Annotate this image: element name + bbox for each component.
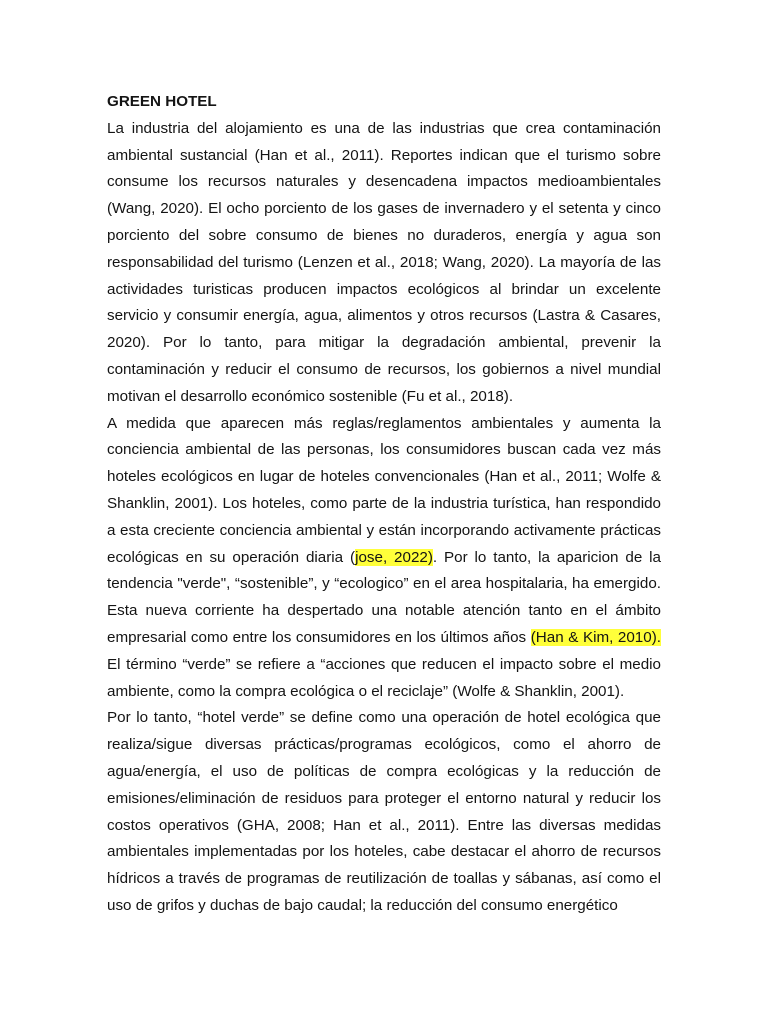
paragraph-3: Por lo tanto, “hotel verde” se define como una operación de hotel ecológica que realiza/sigue diversas prácticas/programas ecológicos, como el ahorro de agua/energía, el uso de políticas de compra ecológicas y la reducción de emisiones/eliminación de residuos para proteger el entorno natural y reducir los costos operativos (GHA, 2008; Han et al., 2011). Entre las diversas medidas ambientales implementadas por los hoteles, cabe destacar el ahorro de recursos hídricos a través de programas de reutilización de toallas y sábanas, así como el uso de grifos y duchas de bajo caudal; la reducción del consumo energético (107, 709, 661, 914)
document-body (107, 89, 661, 920)
document-title: GREEN HOTEL (107, 93, 217, 110)
highlighted-citation-han-kim: (Han & Kim, 2010). (530, 628, 661, 646)
paragraph-2-text-part-1: A medida que aparecen más reglas/reglamentos ambientales y aumenta la conciencia ambiental de las personas, los consumidores buscan cada vez más hoteles ecológicos en lugar de hoteles convencionales (Han et al., 2011; Wolfe & Shanklin, 2001). Los hoteles, como parte de la industria turística, han respondido a esta creciente conciencia ambiental y están incorporando activamente prácticas ecológicas en su operación diaria ( (107, 414, 661, 566)
paragraph-2 (107, 411, 661, 706)
paragraph-2-text-part-2: . Por lo tanto, la aparicion de la tendencia "verde", “sostenible”, y “ecologico” en el area hospitalaria, ha emergido. Esta nueva corriente ha despertado una notable atención tanto en el ámbito empresarial como entre los consumidores en los últimos años (107, 548, 661, 646)
highlighted-citation-jose: jose, 2022) (355, 548, 433, 566)
paragraph-2-text-part-3: El término “verde” se refiere a “acciones que reducen el impacto sobre el medio ambiente, como la compra ecológica o el reciclaje” (Wolfe & Shanklin, 2001). (107, 655, 661, 700)
paragraph-1: La industria del alojamiento es una de las industrias que crea contaminación ambiental sustancial (Han et al., 2011). Reportes indican que el turismo sobre consume los recursos naturales y desencadena impactos medioambientales (Wang, 2020). El ocho porciento de los gases de invernadero y el setenta y cinco porciento del sobre consumo de bienes no duraderos, energía y agua son responsabilidad del turismo (Lenzen et al., 2018; Wang, 2020). La mayoría de las actividades turisticas producen impactos ecológicos al brindar un excelente servicio y consumir energía, agua, alimentos y otros recursos (Lastra & Casares, 2020). Por lo tanto, para mitigar la degradación ambiental, prevenir la contaminación y reducir el consumo de recursos, los gobiernos a nivel mundial motivan el desarrollo económico sostenible (Fu et al., 2018). (107, 119, 661, 405)
